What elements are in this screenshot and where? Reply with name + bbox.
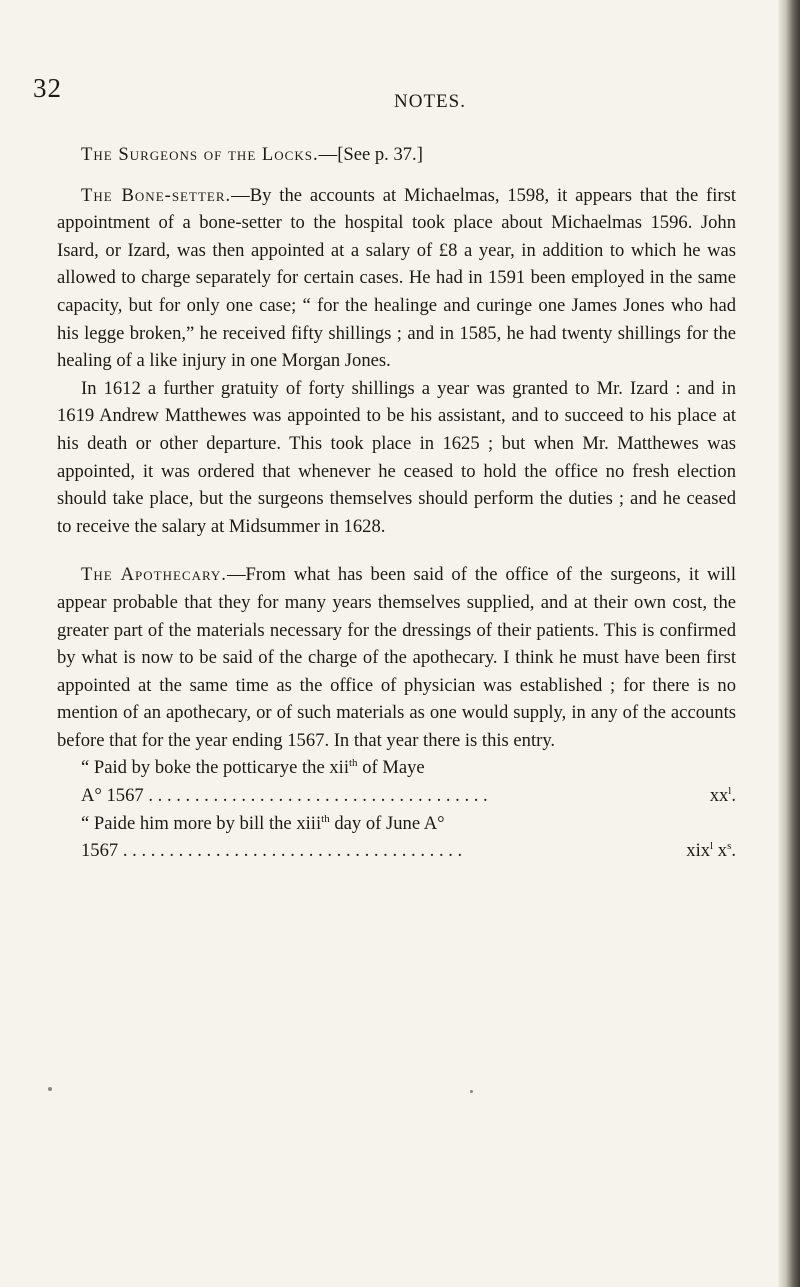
account-entry-line-end: of Maye [357, 757, 425, 779]
account-entry-amount [706, 782, 736, 810]
superscript: th [348, 757, 358, 770]
account-entry-amount [682, 837, 736, 865]
bone-setter-paragraph-2: In 1612 a further gratuity of forty shillings a year was granted to Mr. Izard : and in 1619 Andrew Matthewes was appointed to be his assistant, and to succeed to his place at his death or other departure. This took place in 1625 ; but when Mr. Matthewes was appointed, it was ordered that whenever he ceased to hold the office no fresh election should take place, but the surgeons themselves should perform the duties ; and he ceased to receive the salary at Midsummer in 1628. [57, 377, 736, 537]
account-entry-date [81, 837, 682, 865]
page-body [57, 141, 736, 865]
leader-dots: . . . . . . . . . . . . . . . . . . . . . . . . . . . . . . . . . . . . . [148, 785, 488, 807]
amount-pounds: xix [686, 840, 711, 862]
page-number: 32 [33, 73, 62, 103]
account-entry-text [57, 754, 736, 782]
section-heading [81, 141, 736, 169]
account-entry-year: A° 1567 [81, 785, 144, 807]
account-entry-text [57, 810, 736, 838]
apothecary-paragraph [57, 561, 736, 754]
running-head: NOTES. [394, 91, 466, 112]
account-entry-line: “ Paid by boke the potticarye the xii [81, 757, 349, 779]
account-entry-line: “ Paide him more by bill the xiii [81, 812, 322, 834]
superscript: th [321, 812, 330, 825]
amount-end: . [731, 840, 736, 862]
apothecary-text: —From what has been said of the office of the surgeons, it will appear probable that they for many years themselves supplied, and at their own cost, the greater part of the materials necessary for the dressings of their patients. This is confirmed by what is now to be said of the charge of the apothecary. I think he must have been first appointed at the same time as the office of physician was established ; for there is no mention of an apothecary, or of such materials as one would supply, in any of the accounts before that for the year ending 1567. In that year there is this entry. [57, 564, 736, 751]
superscript: l [728, 784, 732, 797]
bone-setter-paragraph [57, 182, 736, 375]
apothecary-lead: The Apothecary. [81, 564, 227, 586]
account-entry [57, 754, 736, 809]
page-binding-shadow [778, 0, 800, 1287]
paper-speck [470, 1090, 473, 1093]
amount-rest: . [731, 785, 736, 807]
bone-setter-lead: The Bone-setter. [81, 184, 232, 206]
section-heading-reference: —[See p. 37.] [318, 144, 423, 165]
account-entry-date [81, 782, 706, 810]
superscript: l [710, 840, 714, 853]
superscript: s [727, 840, 732, 853]
account-entry-line-end: day of June A° [329, 812, 445, 834]
account-entry-amount-line [57, 837, 736, 865]
account-entry-amount-line [57, 782, 736, 810]
section-heading-title: The Surgeons of the Locks. [81, 144, 319, 165]
amount-shillings: x [713, 840, 728, 862]
paper-speck [48, 1087, 52, 1091]
leader-dots: . . . . . . . . . . . . . . . . . . . . . . . . . . . . . . . . . . . . . [122, 840, 463, 862]
account-entry [57, 810, 736, 865]
amount-pounds: xx [709, 785, 729, 807]
bone-setter-text: —By the accounts at Michaelmas, 1598, it appears that the first appointment of a bone-setter to the hospital took place about Michaelmas 1596. John Isard, or Izard, was then appointed at a salary of £8 a year, in addition to which he was allowed to charge separately for certain cases. He had in 1591 been employed in the same capacity, but for only one case; “ for the healinge and curinge one James Jones who had his legge broken,” he received fifty shillings ; and in 1585, he had twenty shillings for the healing of a like injury in one Morgan Jones. [57, 184, 736, 372]
account-entry-year: 1567 [81, 840, 119, 862]
